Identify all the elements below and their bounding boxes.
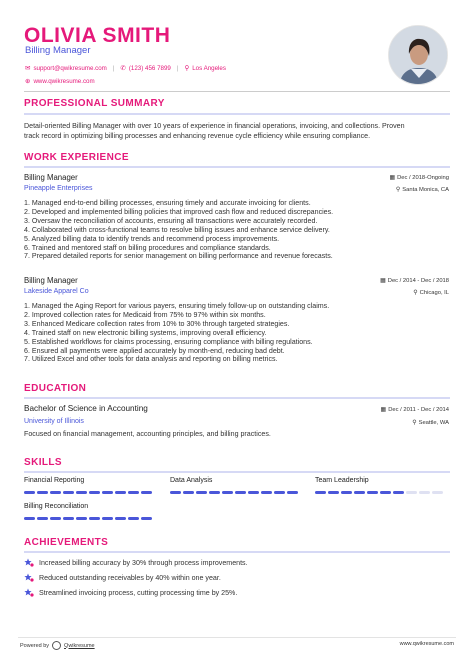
summary-heading: PROFESSIONAL SUMMARY — [24, 98, 165, 109]
qwikresume-logo-icon — [52, 641, 61, 650]
skill-dot — [115, 517, 126, 520]
list-item: 5. Established workflows for claims processing, ensuring compliance with billing regulations. — [24, 337, 313, 346]
job-bullet-list — [24, 199, 444, 261]
list-item: 5. Analyzed billing data to identify trends and recommend process improvements. — [24, 234, 280, 243]
list-item: 7. Prepared detailed reports for senior management on billing performance and revenue forecasts. — [24, 252, 333, 261]
skill-dot — [419, 491, 430, 494]
achievement-item — [24, 573, 221, 582]
job-dates — [389, 174, 449, 181]
skills-divider — [24, 471, 450, 473]
powered-by-label: Powered by — [20, 642, 50, 649]
profile-photo — [388, 25, 448, 85]
job-company: Lakeside Apparel Co — [24, 288, 89, 295]
skill-dot — [24, 517, 35, 520]
skill-dot — [235, 491, 246, 494]
skill-dot — [248, 491, 259, 494]
header-divider — [24, 91, 450, 92]
star-badge-icon — [24, 588, 34, 597]
education-divider — [24, 397, 450, 399]
footer-divider — [18, 637, 456, 638]
achievement-text: Streamlined invoicing process, cutting processing time by 25%. — [39, 588, 238, 597]
powered-by — [20, 641, 95, 650]
list-item: 2. Improved collection rates for Medicaid from 75% to 97% within six months. — [24, 310, 266, 319]
skill-dot — [393, 491, 404, 494]
skill-dot — [432, 491, 443, 494]
skill-dot — [367, 491, 378, 494]
globe-icon: ⊕ — [25, 78, 31, 85]
phone-text: (123) 456 7899 — [128, 64, 171, 72]
list-item: 6. Ensured all payments were applied accurately by month-end, reducing bad debt. — [24, 346, 285, 355]
skill-name: Team Leadership — [315, 477, 369, 484]
brand-link[interactable]: Qwikresume — [64, 642, 95, 649]
skill-dot — [37, 517, 48, 520]
experience-divider — [24, 166, 450, 168]
contact-separator: | — [176, 64, 179, 72]
map-pin-icon: ⚲ — [413, 290, 418, 296]
job-dates-text: Dec / 2018-Ongoing — [397, 175, 449, 181]
skill-dot — [274, 491, 285, 494]
skill-dot — [102, 491, 113, 494]
skill-dot — [222, 491, 233, 494]
achievements-divider — [24, 551, 450, 553]
skill-name: Data Analysis — [170, 477, 213, 484]
skill-dot — [170, 491, 181, 494]
skill-dot — [128, 491, 139, 494]
achievement-item — [24, 558, 248, 567]
contact-separator: | — [112, 64, 115, 72]
list-item: 1. Managed the Aging Report for various payers, ensuring timely follow-up on outstanding claims. — [24, 302, 330, 310]
email-text[interactable]: support@qwikresume.com — [33, 64, 107, 72]
list-item: 2. Developed and implemented billing policies that improved cash flow and reduced discrepancies. — [24, 207, 334, 216]
job-location-text: Santa Monica, CA — [402, 187, 449, 193]
skill-dot — [76, 491, 87, 494]
skill-dot — [328, 491, 339, 494]
calendar-icon: ▦ — [389, 175, 396, 181]
skill-dot — [261, 491, 272, 494]
skill-dot — [50, 491, 61, 494]
summary-line: Detail-oriented Billing Manager with over 10 years of experience in financial operations, invoicing, and collections. Proven — [24, 122, 405, 130]
skill-dot — [76, 517, 87, 520]
summary-text — [24, 122, 452, 141]
skill-dot — [287, 491, 298, 494]
experience-heading: WORK EXPERIENCE — [24, 152, 129, 163]
candidate-role: Billing Manager — [25, 45, 91, 56]
skill-dot — [102, 517, 113, 520]
skill-dot — [183, 491, 194, 494]
job-title: Billing Manager — [24, 173, 78, 182]
contact-line — [25, 64, 226, 72]
skill-dot — [380, 491, 391, 494]
skill-dot — [24, 491, 35, 494]
education-heading: EDUCATION — [24, 383, 87, 394]
skill-name: Financial Reporting — [24, 477, 85, 484]
education-description: Focused on financial management, accounting principles, and billing practices. — [24, 430, 271, 438]
skill-dot — [196, 491, 207, 494]
location-text: Los Angeles — [192, 64, 226, 72]
achievement-text: Increased billing accuracy by 30% through process improvements. — [39, 558, 248, 567]
job-company: Pineapple Enterprises — [24, 185, 93, 192]
list-item: 4. Collaborated with cross-functional teams to resolve billing issues and enhance service delivery. — [24, 225, 330, 234]
website-link[interactable]: www.qwikresume.com — [33, 77, 95, 85]
calendar-icon: ▦ — [380, 407, 387, 413]
skill-dot — [209, 491, 220, 494]
education-dates — [381, 406, 449, 413]
job-bullet-list — [24, 302, 444, 364]
skill-dot — [115, 491, 126, 494]
education-degree: Bachelor of Science in Accounting — [24, 404, 148, 413]
skill-dot — [354, 491, 365, 494]
skill-dot — [141, 517, 152, 520]
skill-dot — [37, 491, 48, 494]
list-item: 3. Oversaw the reconciliation of accounts, ensuring all transactions were accurately recorded. — [24, 216, 318, 225]
education-location — [412, 419, 449, 426]
achievement-item — [24, 588, 237, 597]
skills-heading: SKILLS — [24, 457, 62, 468]
footer-url[interactable]: www.qwikresume.com — [399, 641, 454, 647]
job-dates-text: Dec / 2014 - Dec / 2018 — [387, 278, 449, 284]
skill-dot — [50, 517, 61, 520]
map-pin-icon: ⚲ — [184, 65, 190, 72]
list-item: 7. Utilized Excel and other tools for data analysis and reporting on billing metrics. — [24, 355, 278, 364]
job-title: Billing Manager — [24, 276, 78, 285]
skill-name: Billing Reconciliation — [24, 503, 89, 510]
skill-rating — [24, 517, 152, 520]
envelope-icon: ✉ — [25, 65, 31, 72]
skill-dot — [315, 491, 326, 494]
map-pin-icon: ⚲ — [412, 420, 417, 426]
skill-dot — [341, 491, 352, 494]
skill-dot — [128, 517, 139, 520]
skill-dot — [141, 491, 152, 494]
list-item: 6. Trained and mentored staff on billing procedures and compliance standards. — [24, 243, 271, 252]
education-school: University of Illinois — [24, 418, 84, 425]
education-dates-text: Dec / 2011 - Dec / 2014 — [388, 407, 449, 413]
skill-dot — [406, 491, 417, 494]
job-location — [413, 289, 449, 296]
skill-dot — [89, 491, 100, 494]
job-dates — [380, 277, 449, 284]
star-badge-icon — [24, 558, 34, 567]
map-pin-icon: ⚲ — [395, 187, 401, 193]
skill-dot — [63, 491, 74, 494]
education-location-text: Seattle, WA — [418, 420, 449, 426]
star-badge-icon — [24, 573, 34, 582]
skill-rating — [24, 491, 152, 494]
skill-rating — [315, 491, 443, 494]
summary-divider — [24, 113, 450, 115]
phone-icon: ✆ — [120, 65, 126, 72]
summary-line: track record in optimizing billing processes and enhancing revenue cycle efficiency while ensuring compliance. — [24, 131, 371, 140]
list-item: 3. Enhanced Medicare collection rates from 10% to 30% through targeted strategies. — [24, 319, 290, 328]
candidate-name: OLIVIA SMITH — [24, 24, 171, 47]
calendar-icon: ▦ — [380, 278, 386, 284]
job-location-text: Chicago, IL — [419, 290, 449, 296]
profile-photo-image — [389, 26, 448, 85]
achievement-text: Reduced outstanding receivables by 40% within one year. — [39, 573, 221, 582]
skill-rating — [170, 491, 298, 494]
skill-dot — [89, 517, 100, 520]
website-line — [25, 77, 95, 85]
achievements-heading: ACHIEVEMENTS — [24, 537, 109, 548]
list-item: 4. Trained staff on new electronic billing systems, improving overall efficiency. — [24, 328, 267, 337]
job-location — [396, 186, 449, 193]
list-item: 1. Managed end-to-end billing processes, ensuring timely and accurate invoicing for clients. — [24, 199, 311, 207]
skill-dot — [63, 517, 74, 520]
